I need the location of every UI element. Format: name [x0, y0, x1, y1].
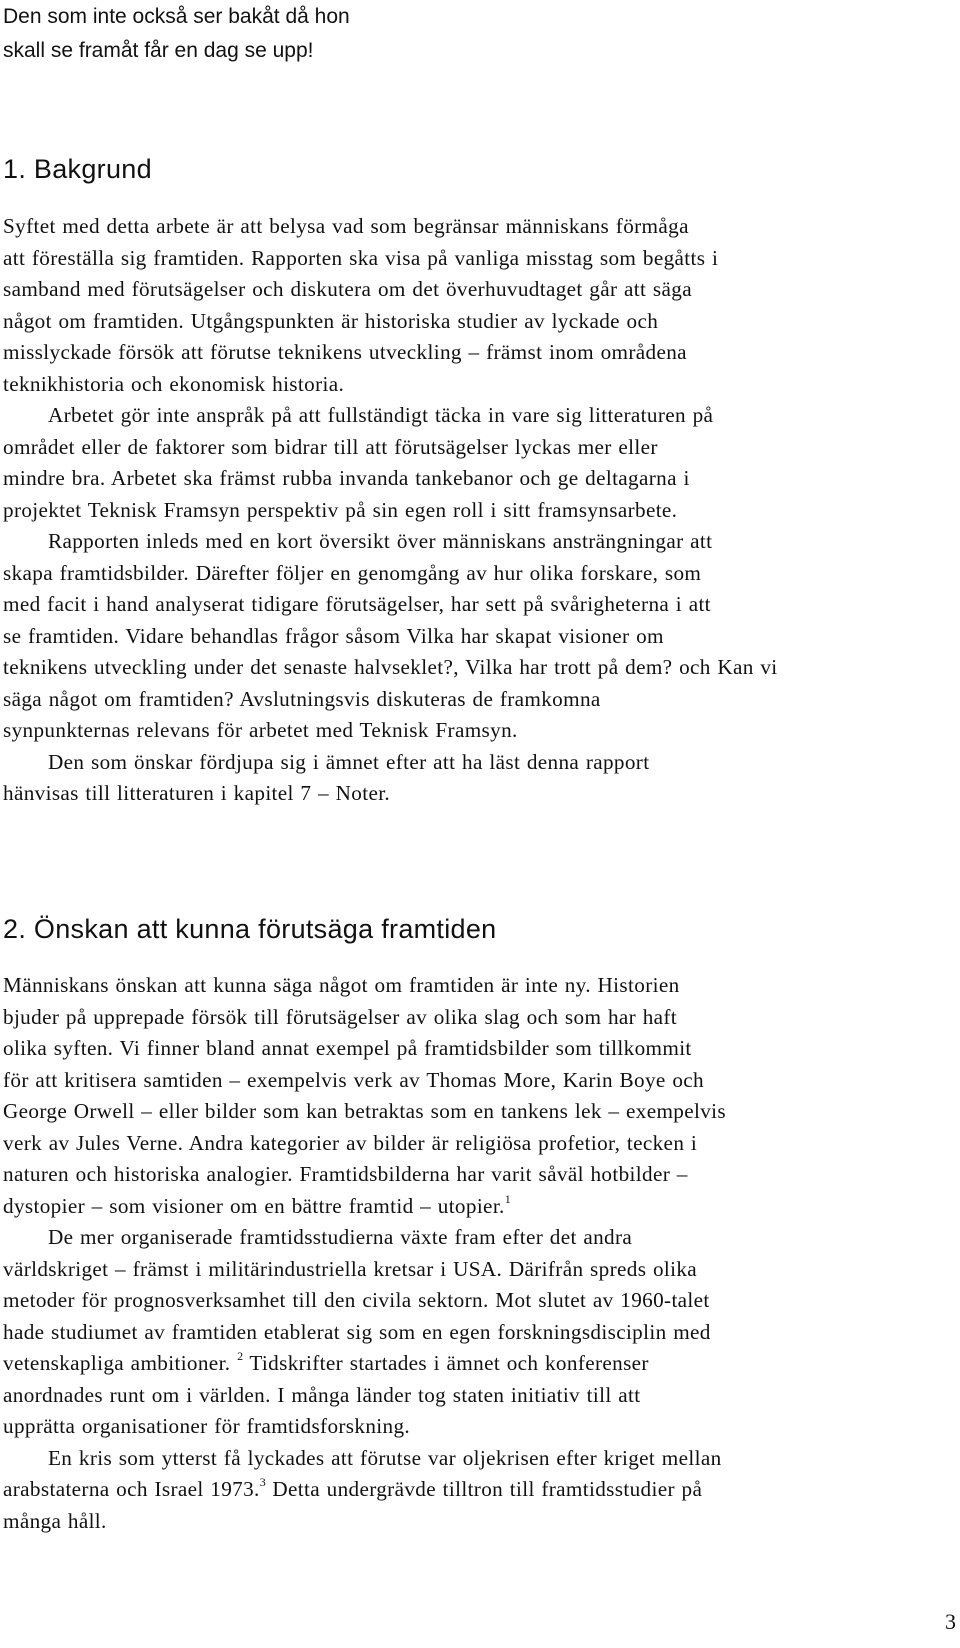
- text-line: De mer organiserade framtidsstudierna växte fram efter det andra: [48, 1225, 633, 1249]
- text-line-content: dystopier – som visioner om en bättre framtid – utopier.: [3, 1193, 505, 1218]
- page-number: 3: [945, 1609, 956, 1634]
- text-line: bjuder på upprepade försök till förutsägelser av olika slag och som har haft: [3, 1004, 678, 1029]
- text-line: [3, 1348, 943, 1380]
- epigraph: [3, 0, 463, 68]
- text-line: hade studiumet av framtiden etablerat sig som en egen forskningsdisciplin med: [3, 1319, 711, 1344]
- text-line: verk av Jules Verne. Andra kategorier av bilder är religiösa profetior, tecken i: [3, 1130, 698, 1155]
- text-line: En kris som ytterst få lyckades att förutse var oljekrisen efter kriget mellan: [48, 1445, 722, 1470]
- text-line: skapa framtidsbilder. Därefter följer en genomgång av hur olika forskare, som: [3, 560, 702, 585]
- text-line: teknikens utveckling under det senaste halvseklet?, Vilka har trott på dem? och Kan vi: [3, 655, 778, 679]
- text-line: att föreställa sig framtiden. Rapporten ska visa på vanliga misstag som begåtts i: [3, 245, 719, 270]
- text-line: hänvisas till litteraturen i kapitel 7 – Noter.: [3, 781, 391, 805]
- text-line: anordnades runt om i världen. I många länder tog staten initiativ till att: [3, 1382, 641, 1407]
- text-line: Människans önskan att kunna säga något om framtiden är inte ny. Historien: [3, 973, 680, 997]
- text-line: säga något om framtiden? Avslutningsvis diskuteras de framkomna: [3, 686, 601, 711]
- text-line: se framtiden. Vidare behandlas frågor såsom Vilka har skapat visioner om: [3, 623, 664, 648]
- text-line: metoder för prognosverksamhet till den civila sektorn. Mot slutet av 1960-talet: [3, 1288, 710, 1312]
- text-line: Arbetet gör inte anspråk på att fullständigt täcka in vare sig litteraturen på: [48, 403, 714, 427]
- text-line: naturen och historiska analogier. Framtidsbilderna har varit såväl hotbilder –: [3, 1162, 688, 1186]
- text-line-content: Detta undergrävde tilltron till framtidsstudier på: [265, 1477, 703, 1501]
- epigraph-line: Den som inte också ser bakåt då hon: [3, 5, 350, 28]
- text-line: mindre bra. Arbetet ska främst rubba invanda tankebanor och ge deltagarna i: [3, 466, 690, 490]
- text-line: [3, 1474, 943, 1506]
- section-onskan-body: [3, 970, 943, 1537]
- text-line: teknikhistoria och ekonomisk historia.: [3, 371, 345, 396]
- text-line: för att kritisera samtiden – exempelvis verk av Thomas More, Karin Boye och: [3, 1067, 704, 1092]
- paragraph: [3, 1443, 943, 1538]
- text-line-content: arabstaterna och Israel 1973.: [3, 1477, 260, 1501]
- text-line: olika syften. Vi finner bland annat exempel på framtidsbilder som tillkommit: [3, 1036, 692, 1060]
- paragraph: [3, 526, 943, 747]
- text-line: Den som önskar fördjupa sig i ämnet efter att ha läst denna rapport: [48, 749, 650, 774]
- text-line: många håll.: [3, 1508, 107, 1533]
- text-line: George Orwell – eller bilder som kan betraktas som en tankens lek – exempelvis: [3, 1099, 727, 1123]
- paragraph: [3, 970, 943, 1222]
- section-heading-bakgrund: 1. Bakgrund: [3, 154, 152, 184]
- paragraph: [3, 211, 943, 400]
- text-line: något om framtiden. Utgångspunkten är historiska studier av lyckade och: [3, 308, 659, 333]
- text-line: Rapporten inleds med en kort översikt över människans ansträngningar att: [48, 529, 713, 553]
- text-line: med facit i hand analyserat tidigare förutsägelser, har sett på svårigheterna i att: [3, 592, 711, 616]
- section-bakgrund-body: [3, 211, 943, 810]
- text-line: området eller de faktorer som bidrar till att förutsägelser lyckas mer eller: [3, 434, 658, 459]
- text-line-content: Tidskrifter startades i ämnet och konferenser: [243, 1351, 649, 1375]
- footnote-marker: 2: [237, 1349, 244, 1363]
- paragraph: [3, 400, 943, 526]
- text-line: världskriget – främst i militärindustriella kretsar i USA. Därifrån spreds olika: [3, 1256, 698, 1281]
- text-line: [3, 1191, 943, 1223]
- text-line: misslyckade försök att förutse teknikens utveckling – främst inom områdena: [3, 340, 687, 364]
- text-line: samband med förutsägelser och diskutera om det överhuvudtaget går att säga: [3, 277, 692, 301]
- text-line: projektet Teknisk Framsyn perspektiv på sin egen roll i sitt framsynsarbete.: [3, 497, 678, 522]
- footnote-marker: 3: [259, 1475, 266, 1489]
- paragraph: [3, 1222, 943, 1443]
- text-line-content: vetenskapliga ambitioner.: [3, 1351, 231, 1375]
- text-line: synpunkternas relevans för arbetet med Teknisk Framsyn.: [3, 718, 518, 742]
- text-line: upprätta organisationer för framtidsforskning.: [3, 1414, 411, 1438]
- text-line: Syftet med detta arbete är att belysa vad som begränsar människans förmåga: [3, 214, 689, 238]
- footnote-marker: 1: [504, 1191, 511, 1206]
- section-heading-onskan: 2. Önskan att kunna förutsäga framtiden: [3, 914, 497, 944]
- epigraph-line: skall se framåt får en dag se upp!: [3, 39, 314, 62]
- paragraph: [3, 747, 943, 810]
